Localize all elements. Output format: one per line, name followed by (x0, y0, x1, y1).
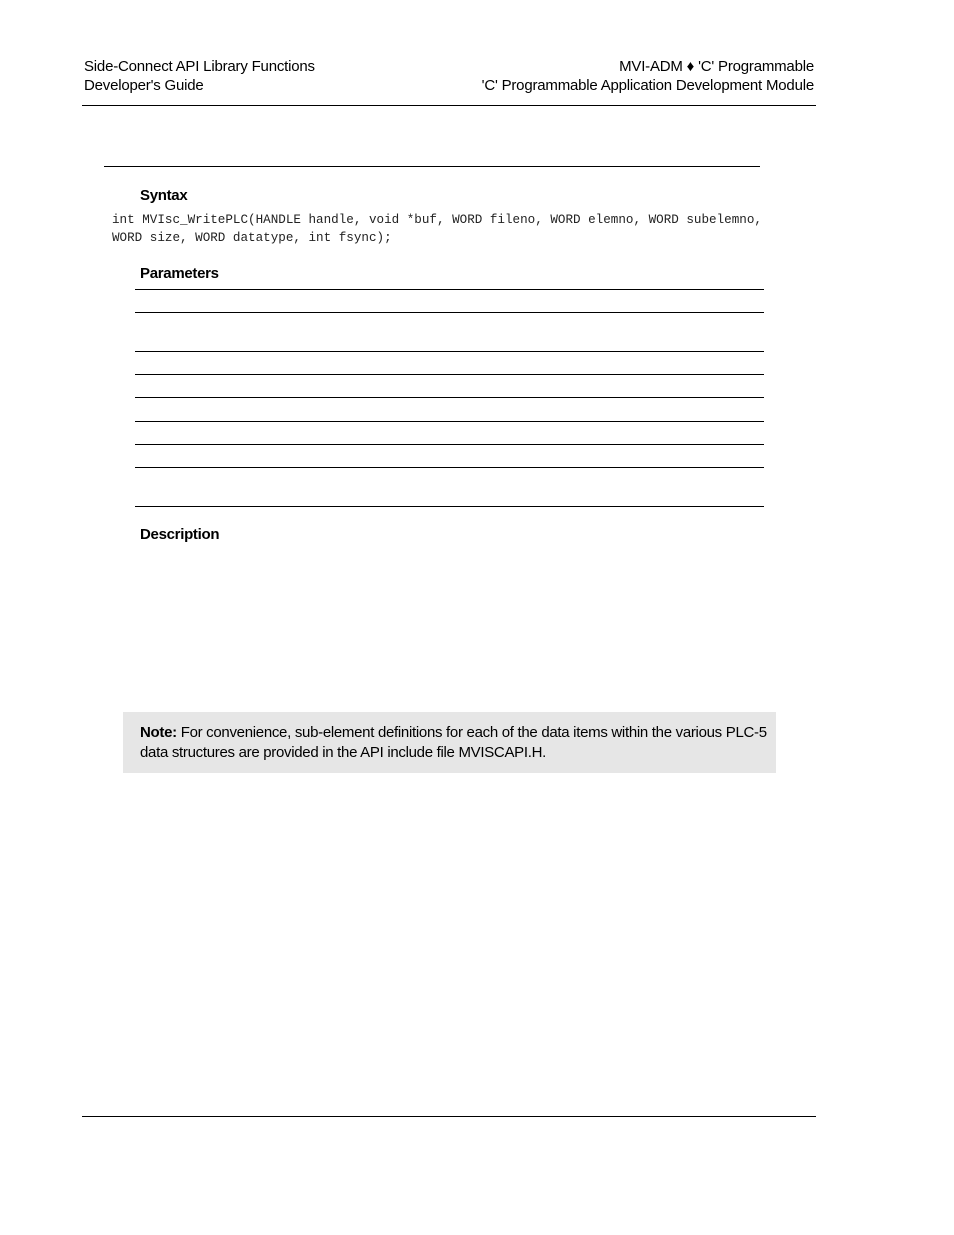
description-heading: Description (140, 526, 220, 543)
table-rule (135, 421, 764, 422)
note-box (123, 712, 776, 773)
table-rule (135, 467, 764, 468)
syntax-heading: Syntax (140, 187, 188, 204)
syntax-code-block: int MVIsc_WritePLC(HANDLE handle, void *buf, WORD fileno, WORD elemno, WORD subelemno, WORD size, WORD datatype, int fsync); (112, 213, 762, 245)
table-rule-top (135, 289, 764, 290)
note-label: Note: (140, 724, 177, 741)
table-rule (135, 312, 764, 313)
table-rule (135, 374, 764, 375)
section-divider (104, 166, 760, 167)
note-text (140, 723, 770, 763)
page-header-right (482, 57, 814, 95)
header-document-subtitle: Developer's Guide (84, 77, 204, 94)
header-document-title: Side-Connect API Library Functions (84, 58, 315, 75)
header-product-name: MVI-ADM ♦ 'C' Programmable (619, 58, 814, 75)
parameters-heading: Parameters (140, 265, 219, 282)
table-rule (135, 397, 764, 398)
table-rule (135, 444, 764, 445)
note-body: For convenience, sub-element definitions for each of the data items within the various PLC-5 data structures are provided in the API include file MVISCAPI.H. (140, 724, 767, 761)
footer-divider (82, 1116, 816, 1117)
page-header-left (84, 57, 315, 95)
table-rule (135, 351, 764, 352)
header-product-description: 'C' Programmable Application Development Module (481, 77, 814, 94)
table-rule-bottom (135, 506, 764, 507)
parameters-table (135, 289, 764, 507)
header-divider (82, 105, 816, 106)
